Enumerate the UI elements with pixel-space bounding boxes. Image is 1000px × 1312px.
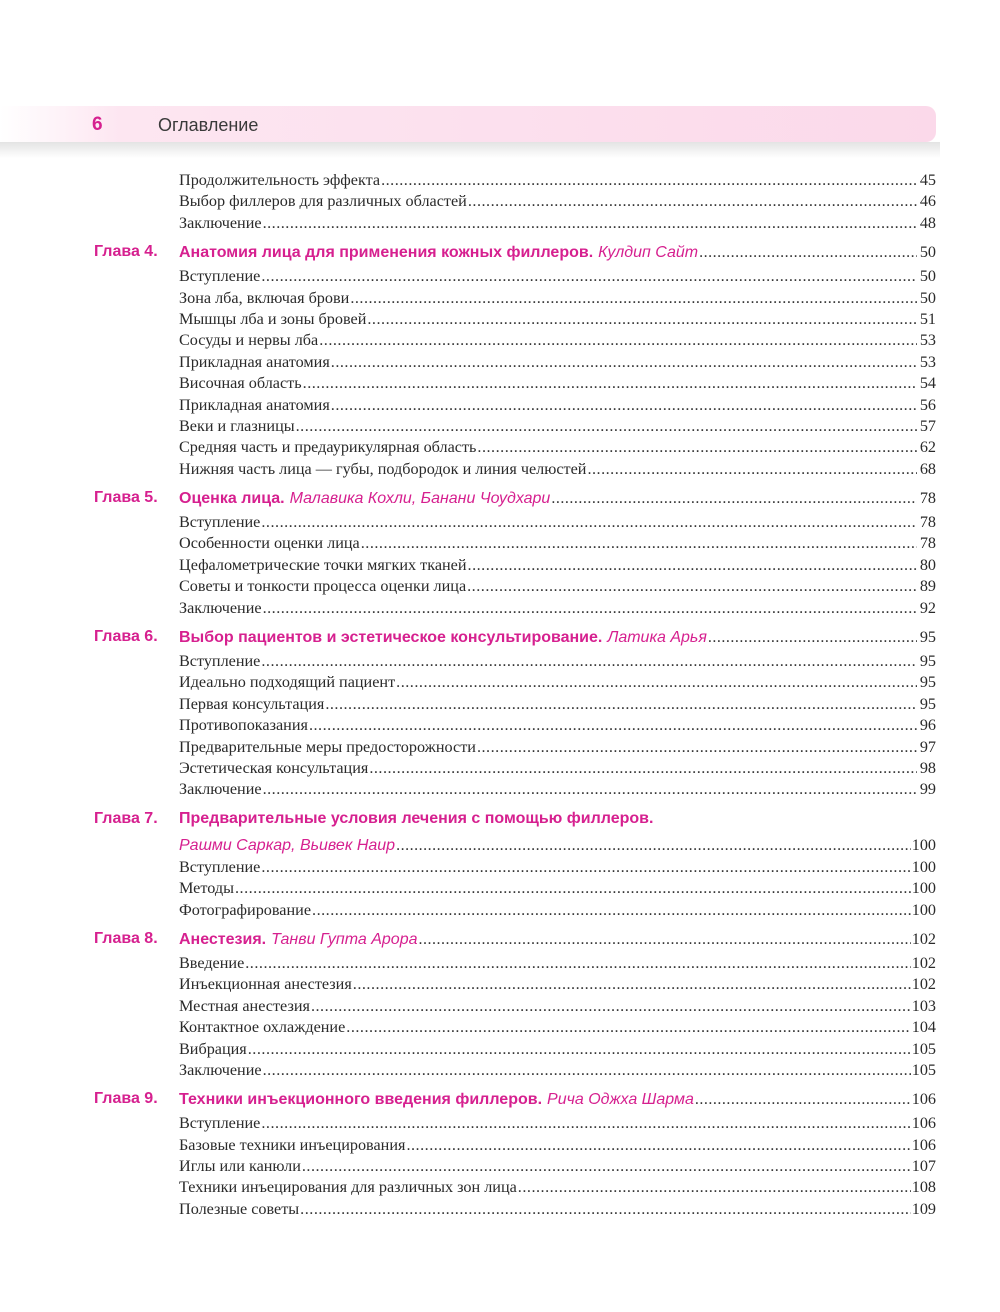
entry-title: Идеально подходящий пациент [179,673,396,692]
toc-entry[interactable] [0,373,1000,394]
entry-page: 45 [919,171,936,189]
entry-title: Полезные советы [179,1199,300,1218]
chapter-author: Рича Оджха Шарма [547,1091,694,1109]
dot-leader [263,1060,911,1081]
entry-page: 51 [919,309,936,328]
entry-page: 95 [919,652,936,671]
chapter-label: Глава 6. [94,628,158,646]
entry-title: Вступление [179,513,261,532]
toc-entry[interactable] [0,1113,1000,1134]
chapter-page: 106 [911,1090,936,1109]
toc-entry[interactable] [0,576,1000,597]
entry-title: Веки и глазницы [179,416,295,435]
dot-leader [261,266,917,287]
entry-title: Базовые техники инъецирования [179,1135,406,1154]
dot-leader [406,1135,910,1156]
entry-page: 105 [911,1060,936,1079]
dot-leader [319,330,917,351]
entry-page: 106 [911,1114,936,1133]
entry-page: 100 [911,857,936,876]
entry-title: Вступление [179,857,261,876]
entry-title: Вступление [179,652,261,671]
toc-entry[interactable] [0,533,1000,554]
entry-page: 53 [919,352,936,371]
entry-page: 107 [911,1157,936,1176]
entry-page: 99 [919,780,936,799]
chapter-heading[interactable] [0,240,1000,266]
toc-entry[interactable] [0,437,1000,458]
dot-leader [263,779,917,800]
entry-page: 102 [911,953,936,972]
entry-title: Контактное охлаждение [179,1018,346,1037]
chapter-page: 78 [919,489,936,508]
chapter-author: Рашми Саркар, Вьивек Наир [179,836,396,854]
toc-entry[interactable] [0,266,1000,287]
table-of-contents [0,170,1000,1220]
entry-title: Прикладная анатомия [179,395,330,414]
entry-page: 100 [911,900,936,919]
toc-entry[interactable] [0,330,1000,351]
toc-entry[interactable] [0,779,1000,800]
toc-entry[interactable] [0,953,1000,974]
toc-entry[interactable] [0,1156,1000,1177]
entry-title: Фотографирование [179,900,312,919]
entry-page: 108 [911,1178,936,1197]
entry-page: 100 [911,879,936,898]
dot-leader [261,857,910,878]
toc-entry[interactable] [0,715,1000,736]
dot-leader [708,626,917,650]
dot-leader [300,1199,911,1220]
dot-leader [353,974,911,995]
entry-page: 103 [911,996,936,1015]
entry-page: 89 [919,577,936,596]
entry-title: Средняя часть и предаурикулярная область [179,438,477,457]
entry-page: 106 [911,1135,936,1154]
toc-entry[interactable] [0,288,1000,309]
entry-title: Сосуды и нервы лба [179,331,319,350]
toc-entry[interactable] [0,900,1000,921]
toc-entry[interactable] [0,309,1000,330]
dot-leader [381,170,917,191]
toc-entry[interactable] [0,1177,1000,1198]
chapter-title: Предварительные условия лечения с помощью филлеров. [179,809,654,827]
entry-page: 53 [919,331,936,350]
entry-page: 56 [919,395,936,414]
toc-entry[interactable] [0,1039,1000,1060]
dot-leader [235,878,911,899]
entry-page: 105 [911,1039,936,1058]
toc-entry[interactable] [0,1199,1000,1220]
chapter-heading[interactable] [0,807,1000,833]
entry-page: 78 [919,534,936,553]
chapter-author: Малавика Кохли, Банани Чоудхари [289,490,551,508]
dot-leader [396,672,917,693]
toc-entry[interactable] [0,191,1000,212]
entry-title: Предварительные меры предосторожности [179,737,476,756]
dot-leader [468,555,917,576]
entry-title: Техники инъецирования для различных зон лица [179,1178,517,1197]
chapter-label: Глава 4. [94,243,158,261]
entry-title: Заключение [179,598,262,617]
header-divider [0,142,940,158]
chapter-page: 95 [919,628,936,647]
dot-leader [369,758,917,779]
chapter-page: 50 [919,243,936,262]
toc-entry[interactable] [0,598,1000,619]
chapter-title: Техники инъекционного введения филлеров. [179,1091,543,1109]
dot-leader [311,996,911,1017]
dot-leader [467,576,917,597]
dot-leader [296,416,917,437]
entry-page: 109 [911,1199,936,1218]
toc-entry[interactable] [0,996,1000,1017]
entry-title: Вступление [179,1114,261,1133]
entry-page: 46 [919,192,936,211]
dot-leader [331,395,917,416]
entry-title: Инъекционная анестезия [179,975,352,994]
dot-leader [699,241,917,265]
chapter-title: Выбор пациентов и эстетическое консультирование. [179,629,603,647]
entry-title: Выбор филлеров для различных областей [179,192,467,211]
entry-page: 95 [919,694,936,713]
dot-leader [303,373,917,394]
dot-leader [261,1113,910,1134]
chapter-title: Оценка лица. [179,490,285,508]
dot-leader [518,1177,911,1198]
entry-title: Особенности оценки лица [179,534,360,553]
chapter-label: Глава 5. [94,489,158,507]
dot-leader [695,1088,911,1112]
entry-page: 95 [919,673,936,692]
chapter-heading[interactable] [0,927,1000,953]
toc-entry[interactable] [0,672,1000,693]
chapter-label: Глава 7. [94,809,158,827]
entry-page: 102 [911,975,936,994]
entry-title: Вибрация [179,1039,247,1058]
dot-leader [263,213,917,234]
entry-page: 68 [919,459,936,478]
chapter-heading-continuation[interactable] [0,833,1000,857]
dot-leader [477,737,917,758]
entry-title: Заключение [179,780,262,799]
entry-title: Заключение [179,213,262,232]
chapter-heading[interactable] [0,1087,1000,1113]
dot-leader [551,487,917,511]
entry-title: Эстетическая консультация [179,758,369,777]
entry-page: 104 [911,1018,936,1037]
entry-title: Нижняя часть лица — губы, подбородок и линия челюстей [179,459,587,478]
dot-leader [261,512,917,533]
toc-entry[interactable] [0,1060,1000,1081]
entry-page: 50 [919,267,936,286]
entry-title: Местная анестезия [179,996,310,1015]
dot-leader [468,191,917,212]
header-band [0,106,936,142]
entry-title: Иглы или канюли [179,1157,301,1176]
dot-leader [587,459,917,480]
dot-leader [367,309,917,330]
page-title: Оглавление [158,115,259,135]
dot-leader [350,288,917,309]
chapter-author: Латика Арья [607,629,707,647]
page-number: 6 [92,114,103,135]
entry-title: Заключение [179,1060,262,1079]
entry-page: 97 [919,737,936,756]
entry-title: Продолжительность эффекта [179,171,381,189]
entry-page: 57 [919,416,936,435]
chapter-title: Анатомия лица для применения кожных филлеров. [179,244,594,262]
toc-entry[interactable] [0,758,1000,779]
entry-title: Прикладная анатомия [179,352,330,371]
toc-entry[interactable] [0,878,1000,899]
dot-leader [261,651,917,672]
toc-entry[interactable] [0,857,1000,878]
toc-entry[interactable] [0,352,1000,373]
dot-leader [325,694,917,715]
toc-entry[interactable] [0,694,1000,715]
chapter-author: Танви Гупта Арора [271,930,418,948]
entry-page: 48 [919,213,936,232]
chapter-heading[interactable] [0,486,1000,512]
entry-page: 96 [919,716,936,735]
dot-leader [302,1156,911,1177]
dot-leader [263,598,917,619]
dot-leader [248,1039,911,1060]
dot-leader [309,715,917,736]
dot-leader [396,834,911,858]
toc-entry[interactable] [0,1135,1000,1156]
chapter-title: Анестезия. [179,930,267,948]
dot-leader [419,928,911,952]
toc-entry[interactable] [0,651,1000,672]
entry-title: Методы [179,879,234,898]
dot-leader [312,900,911,921]
entry-page: 92 [919,598,936,617]
entry-page: 54 [919,374,936,393]
chapter-author: Кулдип Сайт [598,244,699,262]
chapter-label: Глава 8. [94,929,158,947]
toc-entry[interactable] [0,512,1000,533]
chapter-label: Глава 9. [94,1090,158,1108]
entry-title: Цефалометрические точки мягких тканей [179,555,467,574]
entry-title: Первая консультация [179,694,325,713]
toc-entry[interactable] [0,213,1000,234]
toc-entry[interactable] [0,416,1000,437]
toc-entry[interactable] [0,395,1000,416]
entry-page: 78 [919,513,936,532]
dot-leader [361,533,917,554]
entry-title: Мышцы лба и зоны бровей [179,309,367,328]
entry-title: Височная область [179,374,302,393]
dot-leader [245,953,910,974]
dot-leader [477,437,917,458]
entry-title: Советы и тонкости процесса оценки лица [179,577,467,596]
toc-entry[interactable] [0,737,1000,758]
toc-entry[interactable] [0,555,1000,576]
toc-entry[interactable] [0,170,1000,191]
toc-entry[interactable] [0,459,1000,480]
chapter-page: 100 [911,835,936,854]
entry-page: 80 [919,555,936,574]
toc-entry[interactable] [0,1017,1000,1038]
entry-title: Введение [179,953,245,972]
entry-title: Противопоказания [179,716,308,735]
dot-leader [346,1017,910,1038]
entry-title: Зона лба, включая брови [179,288,350,307]
dot-leader [331,352,917,373]
toc-entry[interactable] [0,974,1000,995]
chapter-heading[interactable] [0,625,1000,651]
chapter-page: 102 [911,929,936,948]
entry-title: Вступление [179,267,261,286]
entry-page: 50 [919,288,936,307]
entry-page: 62 [919,438,936,457]
entry-page: 98 [919,758,936,777]
